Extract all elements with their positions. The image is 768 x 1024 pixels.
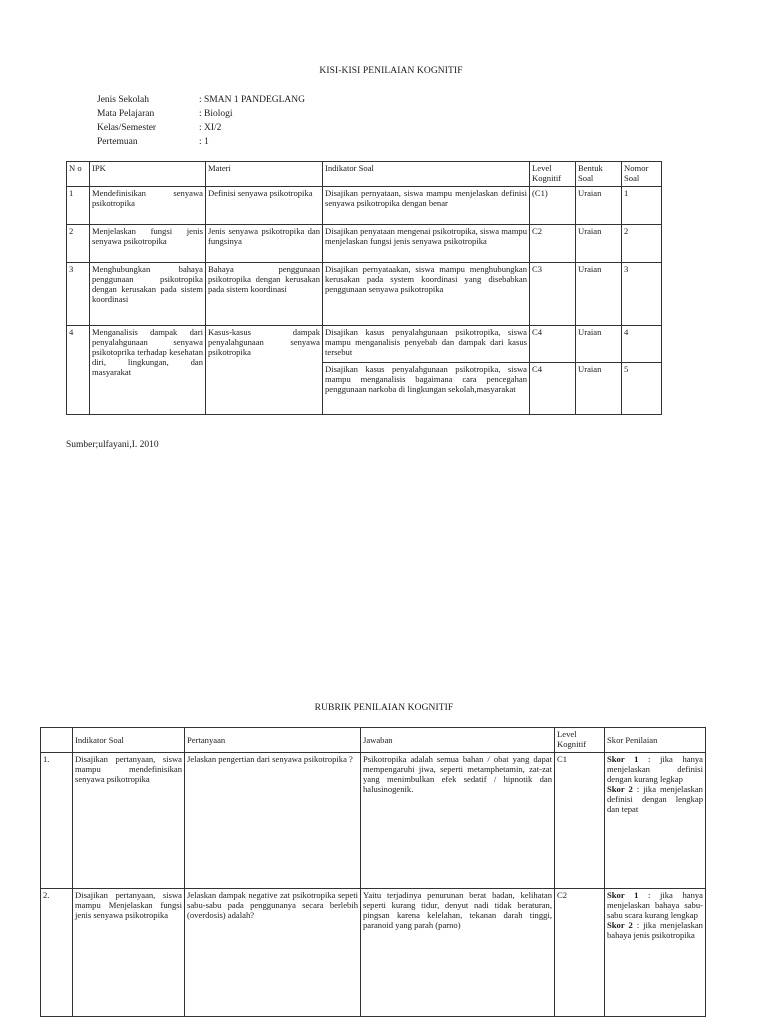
- table-row: [67, 225, 662, 263]
- cell-indikator: Disajikan pernyataakan, siswa mampu menghubungkan kerusakan pada system koordinasi yang disebabkan penggunaan senyawa psikotropika: [323, 263, 530, 326]
- cell-nomor: 3: [622, 263, 662, 326]
- cell-level: C2: [555, 889, 605, 1017]
- score-text: : jika hanya menjelaskan definisi dengan kurang legkap: [607, 754, 703, 785]
- info-row-subject: [97, 109, 305, 123]
- cell-level: (C1): [530, 187, 576, 225]
- score-label: Skor 2: [607, 920, 633, 931]
- cell-nomor: 5: [622, 363, 662, 415]
- cell-no: 4: [67, 326, 90, 415]
- score-2: [607, 920, 703, 940]
- table-row: [41, 753, 706, 889]
- info-key: Kelas/Semester: [97, 123, 157, 133]
- column-header-indikator: Indikator Soal: [73, 728, 185, 753]
- cell-level: C3: [530, 263, 576, 326]
- cell-no: 2: [67, 225, 90, 263]
- score-label: Skor 2: [607, 784, 633, 795]
- column-header-bentuk: Bentuk Soal: [576, 162, 622, 187]
- kisi-kisi-table: [66, 161, 662, 415]
- info-value: : Biologi: [199, 109, 233, 119]
- info-key: Jenis Sekolah: [97, 95, 149, 105]
- cell-materi: Jenis senyawa psikotropika dan fungsinya: [206, 225, 323, 263]
- cell-pertanyaan: Jelaskan dampak negative zat psikotropika sepeti sabu-sabu pada penggunanya secara berlebih (overdosis) adalah?: [185, 889, 361, 1017]
- cell-nomor: 2: [622, 225, 662, 263]
- cell-jawaban: Psikotropika adalah semua bahan / obat yang dapat mempengaruhi jiwa, seperti metamphetamin, zat-zat yang menimbulkan efek sedatif / hipnotik dan halusinogenik.: [361, 753, 555, 889]
- score-1: [607, 890, 703, 920]
- cell-bentuk: Uraian: [576, 225, 622, 263]
- cell-nomor: 4: [622, 326, 662, 363]
- cell-ipk: Mendefinisikan senyawa psikotropika: [90, 187, 206, 225]
- rubrik-table: [40, 727, 706, 1017]
- table-row: [67, 263, 662, 326]
- column-header-nomor: Nomor Soal: [622, 162, 662, 187]
- info-value: : 1: [199, 137, 209, 147]
- column-header-materi: Materi: [206, 162, 323, 187]
- cell-bentuk: Uraian: [576, 263, 622, 326]
- cell-skor: [605, 889, 706, 1017]
- score-label: Skor 1: [607, 754, 639, 764]
- cell-indikator: Disajikan kasus penyalahgunaan psikotropika, siswa mampu menganalisis penyebab dan dampak dari kasus tersebut: [323, 326, 530, 363]
- cell-level: C4: [530, 326, 576, 363]
- info-row-school: [97, 95, 305, 109]
- column-header-jawaban: Jawaban: [361, 728, 555, 753]
- score-text: : jika hanya menjelaskan bahaya sabu-sabu scara kurang lengkap: [607, 890, 703, 921]
- cell-bentuk: Uraian: [576, 363, 622, 415]
- info-row-meeting: [97, 137, 305, 151]
- cell-indikator: Disajikan pertanyaan, siswa mampu Menjelaskan fungsi jenis senyawa psikotropika: [73, 889, 185, 1017]
- column-header-indikator: Indikator Soal: [323, 162, 530, 187]
- table-header-row: [41, 728, 706, 753]
- info-key: Pertemuan: [97, 137, 138, 147]
- score-label: Skor 1: [607, 890, 639, 900]
- cell-materi: Definisi senyawa psikotropika: [206, 187, 323, 225]
- table-header-row: [67, 162, 662, 187]
- cell-indikator: Disajikan penyataan mengenai psikotropika, siswa mampu menjelaskan fungsi jenis senyawa psikotropika: [323, 225, 530, 263]
- cell-ipk: Menghubungkan bahaya penggunaan psikotropika dengan kerusakan pada sistem koordinasi: [90, 263, 206, 326]
- column-header-no: [41, 728, 73, 753]
- score-2: [607, 784, 703, 814]
- column-header-skor: Skor Penilaian: [605, 728, 706, 753]
- school-info: [97, 95, 305, 151]
- column-header-pertanyaan: Pertanyaan: [185, 728, 361, 753]
- rubrik-title: RUBRIK PENILAIAN KOGNITIF: [314, 703, 454, 713]
- cell-bentuk: Uraian: [576, 326, 622, 363]
- column-header-ipk: IPK: [90, 162, 206, 187]
- cell-indikator: Disajikan pertanyaan, siswa mampu mendefinisikan senyawa psikotropika: [73, 753, 185, 889]
- info-row-class: [97, 123, 305, 137]
- cell-materi: Bahaya penggunaan psikotropika dengan kerusakan pada sistem koordinasi: [206, 263, 323, 326]
- column-header-level: Level Kognitif: [555, 728, 605, 753]
- cell-no: 2.: [41, 889, 73, 1017]
- table-row: [67, 326, 662, 363]
- kisi-kisi-title: KISI-KISI PENILAIAN KOGNITIF: [319, 66, 463, 76]
- cell-nomor: 1: [622, 187, 662, 225]
- column-header-no: N o: [67, 162, 90, 187]
- score-1: [607, 754, 703, 784]
- score-text: : jika menjelaskan bahaya jenis psikotropika: [607, 920, 703, 941]
- table-row: [67, 187, 662, 225]
- cell-no: 1.: [41, 753, 73, 889]
- cell-indikator: Disajikan pernyataan, siswa mampu menjelaskan definisi senyawa psikotropika dengan benar: [323, 187, 530, 225]
- cell-no: 1: [67, 187, 90, 225]
- cell-skor: [605, 753, 706, 889]
- cell-ipk: Menjelaskan fungsi jenis senyawa psikotropika: [90, 225, 206, 263]
- cell-indikator: Disajikan kasus penyalahgunaan psikotropika, siswa mampu menganalisis bagaimana cara pencegahan penggunaan narkoba di lingkungan sekolah,masyarakat: [323, 363, 530, 415]
- table-row: [41, 889, 706, 1017]
- cell-ipk: Menganalisis dampak dari penyalahgunaan senyawa psikotoprika terhadap kesehatan diri, lingkungan, dan masyarakat: [90, 326, 206, 415]
- cell-bentuk: Uraian: [576, 187, 622, 225]
- score-text: : jika menjelaskan definisi dengan lengkap dan tepat: [607, 784, 703, 815]
- info-value: : SMAN 1 PANDEGLANG: [199, 95, 306, 105]
- cell-level: C1: [555, 753, 605, 889]
- source-citation: Sumber;ulfayani,I. 2010: [66, 440, 159, 450]
- cell-level: C4: [530, 363, 576, 415]
- info-value: : XI/2: [199, 123, 222, 133]
- column-header-level: Level Kognitif: [530, 162, 576, 187]
- cell-pertanyaan: Jelaskan pengertian dari senyawa psikotropika ?: [185, 753, 361, 889]
- cell-materi: Kasus-kasus dampak penyalahgunaan senyawa psikotropika: [206, 326, 323, 415]
- cell-no: 3: [67, 263, 90, 326]
- info-key: Mata Pelajaran: [97, 109, 155, 119]
- cell-jawaban: Yaitu terjadinya penurunan berat badan, kelihatan seperti kurang tidur, denyut nadi tidak beraturan, pingsan karena kelelahan, tekanan darah tinggi, paranoid yang parah (parno): [361, 889, 555, 1017]
- cell-level: C2: [530, 225, 576, 263]
